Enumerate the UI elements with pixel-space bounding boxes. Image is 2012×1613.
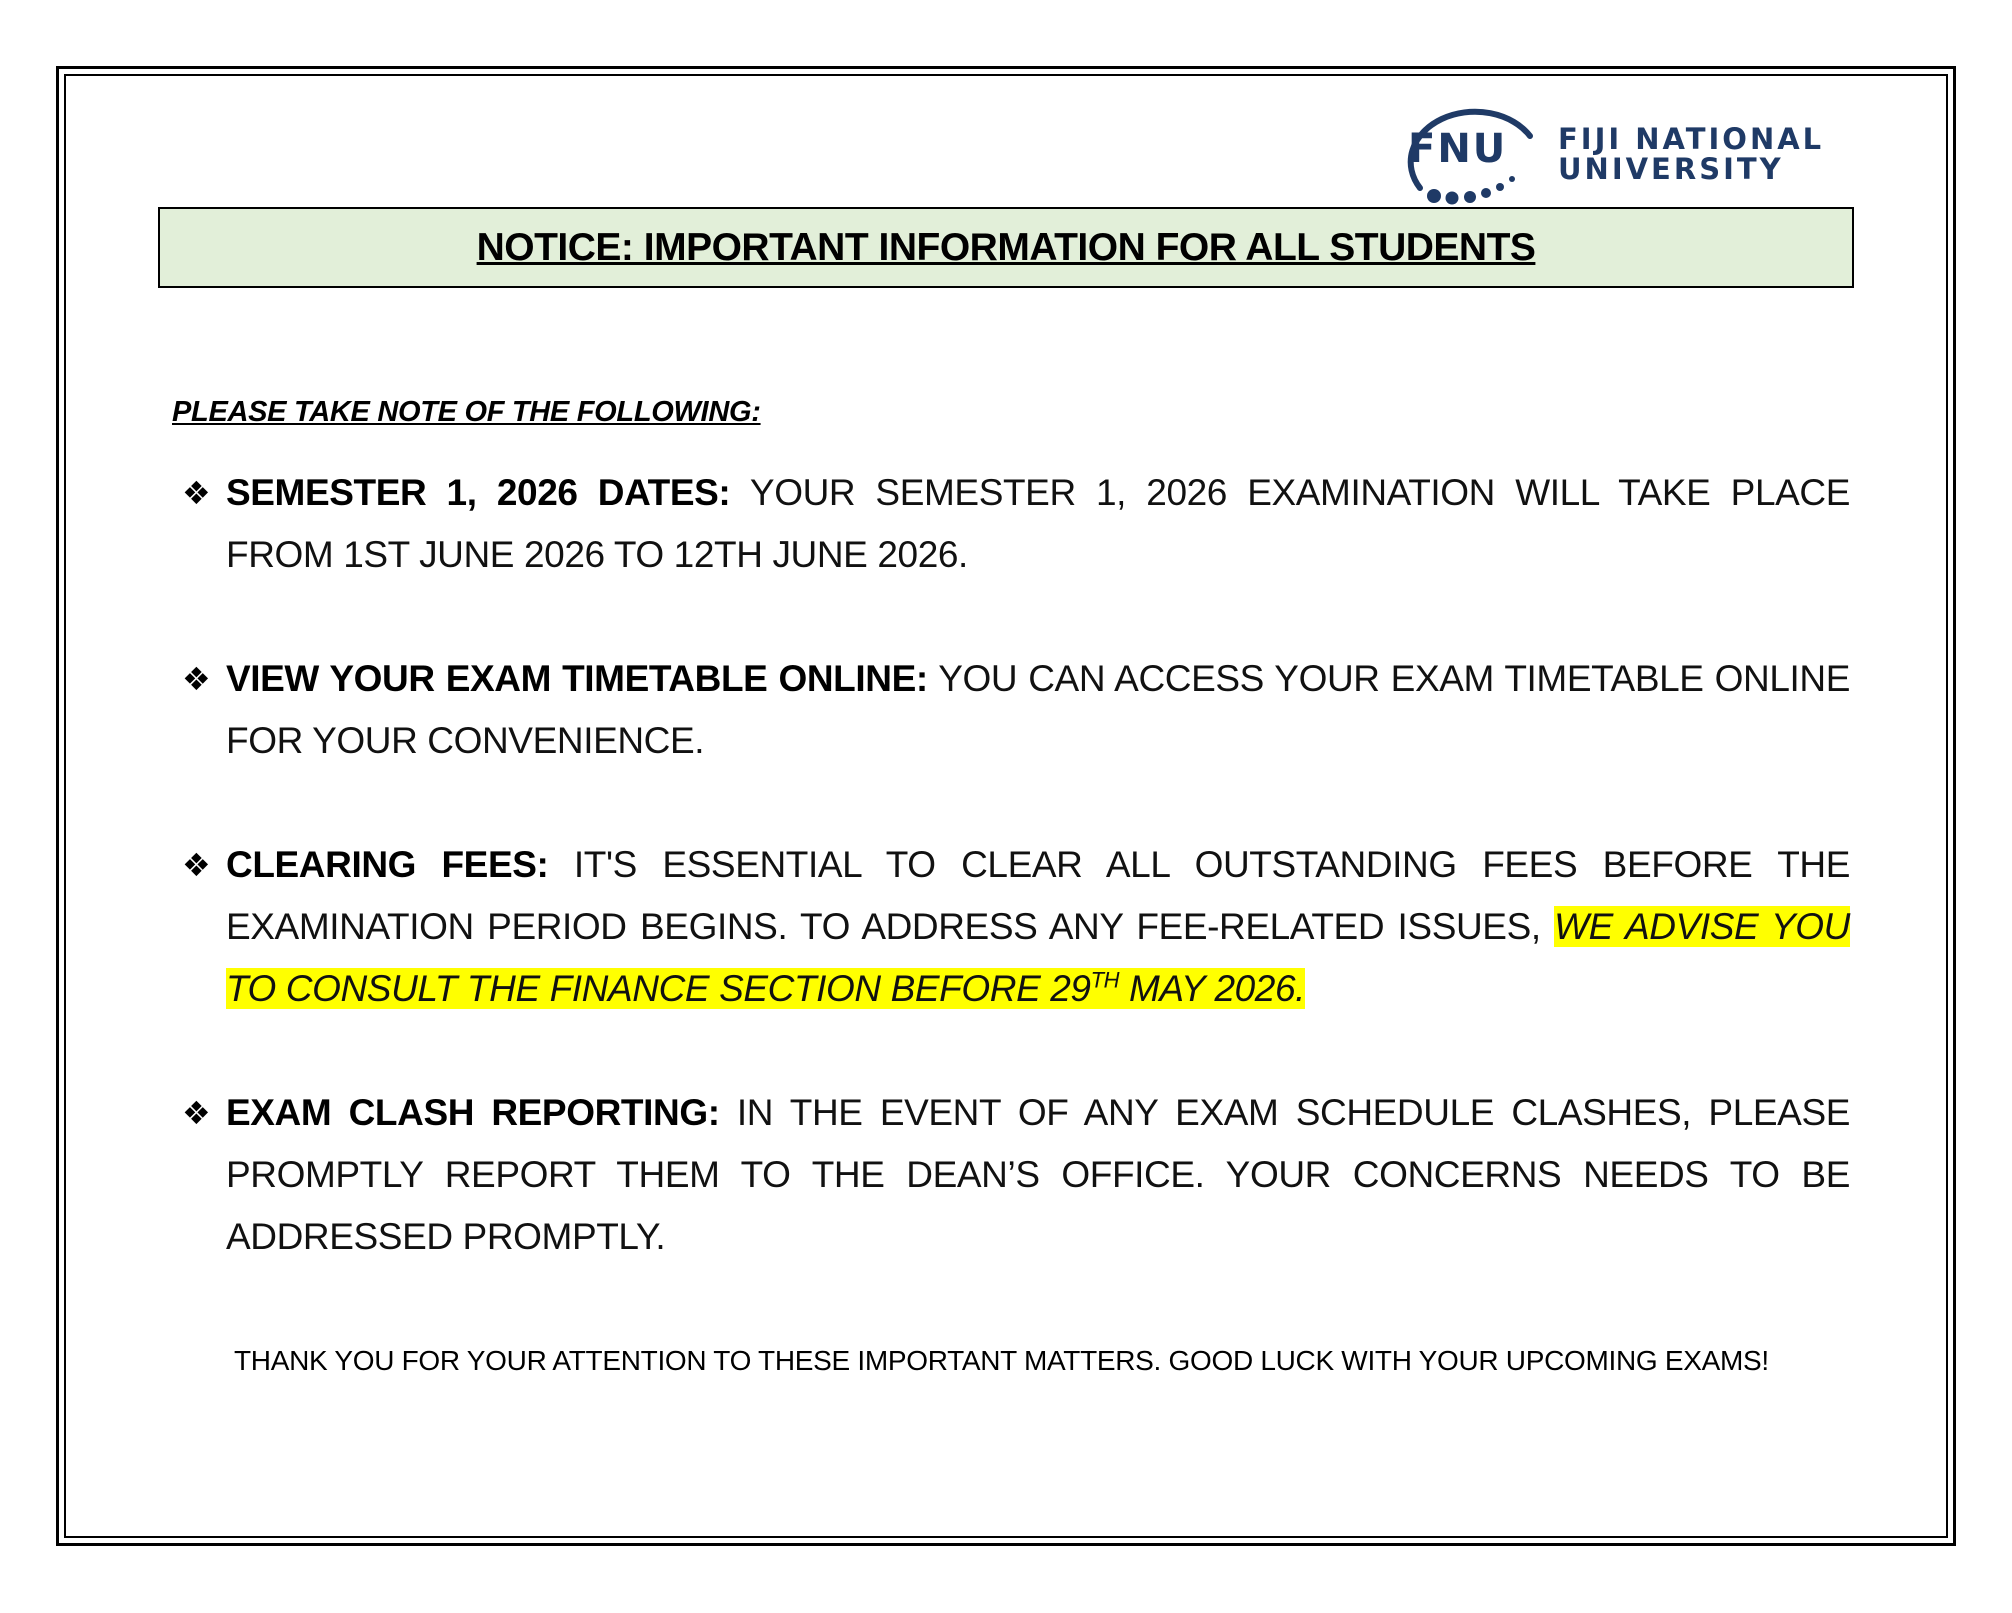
closing-message: THANK YOU FOR YOUR ATTENTION TO THESE IMPORTANT MATTERS. GOOD LUCK WITH YOUR UPCOMING EXAMS! (234, 1345, 1769, 1376)
notice-title: NOTICE: IMPORTANT INFORMATION FOR ALL STUDENTS (476, 225, 1536, 269)
logo-name-line-2: UNIVERSITY (1558, 152, 1784, 186)
diamond-bullet-icon: ❖ (182, 846, 211, 884)
item-label: VIEW YOUR EXAM TIMETABLE ONLINE: (226, 658, 928, 699)
notice-item-list (182, 462, 1850, 1268)
notice-item-timetable-online (182, 648, 1850, 772)
item-text: IN THE EVENT OF ANY EXAM SCHEDULE CLASHES, PLEASE PROMPTLY REPORT THEM TO THE DEAN’S OFFICE. YOUR CONCERNS NEEDS TO BE ADDRESSED PROMPTLY. (226, 1092, 1851, 1257)
notice-item-clearing-fees (182, 834, 1850, 1020)
highlight-ordinal-suffix: TH (1090, 967, 1120, 993)
item-label: EXAM CLASH REPORTING: (226, 1092, 720, 1133)
item-text: IT'S ESSENTIAL TO CLEAR ALL OUTSTANDING FEES BEFORE THE EXAMINATION PERIOD BEGINS. TO ADDRESS ANY FEE-RELATED ISSUES, (226, 844, 1851, 947)
highlight-text-end: MAY 2026. (1119, 968, 1306, 1009)
notice-title-banner (158, 207, 1854, 288)
item-label: SEMESTER 1, 2026 DATES: (226, 472, 731, 513)
highlight-text: WE ADVISE YOU TO CONSULT THE FINANCE SECTION BEFORE 29 (226, 906, 1850, 1009)
diamond-bullet-icon: ❖ (182, 474, 211, 512)
university-logo (1380, 96, 1850, 208)
take-note-subheading: PLEASE TAKE NOTE OF THE FOLLOWING: (172, 396, 761, 428)
item-text: YOUR SEMESTER 1, 2026 EXAMINATION WILL TAKE PLACE FROM 1ST JUNE 2026 TO 12TH JUNE 2026. (226, 472, 1850, 575)
notice-item-semester-dates (182, 462, 1850, 586)
logo-abbreviation: FNU (1408, 126, 1508, 172)
logo-name-line-1: FIJI NATIONAL (1558, 122, 1825, 156)
diamond-bullet-icon: ❖ (182, 660, 211, 698)
item-text: YOU CAN ACCESS YOUR EXAM TIMETABLE ONLINE FOR YOUR CONVENIENCE. (226, 658, 1850, 761)
diamond-bullet-icon: ❖ (182, 1094, 211, 1132)
notice-item-exam-clash (182, 1082, 1850, 1268)
item-label: CLEARING FEES: (226, 844, 549, 885)
logo-university-name (1558, 124, 1824, 184)
